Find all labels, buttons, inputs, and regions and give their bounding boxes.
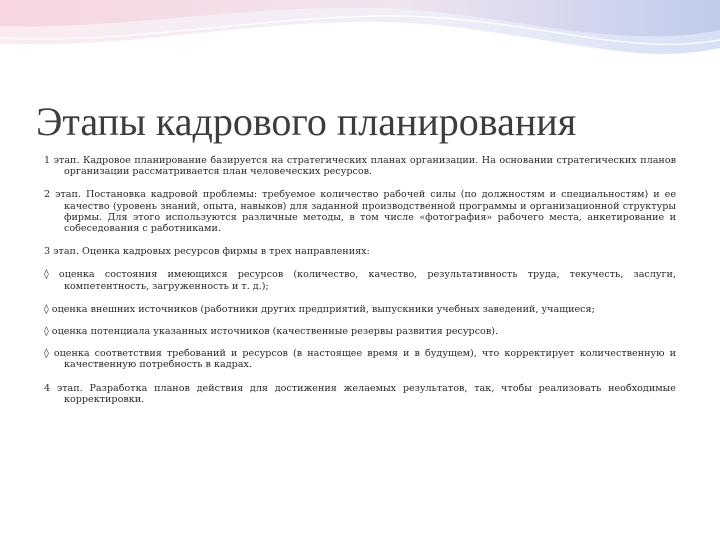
paragraph-stage-4: 4 этап. Разработка планов действия для достижения желаемых результатов, так, чтобы реализовать необходимые корректировки. xyxy=(44,382,676,405)
bullet-item: ◊ оценка внешних источников (работники других предприятий, выпускники учебных заведений, учащиеся; xyxy=(44,303,595,315)
header-wave-decoration xyxy=(0,0,720,80)
bullet-item: ◊ оценка состояния имеющихся ресурсов (количество, качество, результативность труда, текучесть, заслуги, компетентность, загруженность и т. д.); xyxy=(44,269,676,292)
paragraph-stage-1: 1 этап. Кадровое планирование базируется на стратегических планах организации. На основании стратегических планов организации рассматривается план человеческих ресурсов. xyxy=(44,155,676,178)
slide-body xyxy=(44,155,676,417)
paragraph-stage-3: 3 этап. Оценка кадровых ресурсов фирмы в трех направлениях: xyxy=(44,246,370,258)
bullet-item: ◊ оценка соответствия требований и ресурсов (в настоящее время и в будущем), что корректирует количественную и качественную потребность в кадрах. xyxy=(44,348,676,371)
bullet-item: ◊ оценка потенциала указанных источников (качественные резервы развития ресурсов). xyxy=(44,326,499,338)
paragraph-stage-2: 2 этап. Постановка кадровой проблемы: требуемое количество рабочей силы (по должностям и специальностям) и ее качество (уровень знаний, опыта, навыков) для заданной производственной программы и организационной структуры фирмы. Для этого используются различные методы, в том числе «фотография» рабочего места, анкетирование и собеседования с работниками. xyxy=(44,189,676,235)
slide-title: Этапы кадрового планирования xyxy=(36,99,577,144)
